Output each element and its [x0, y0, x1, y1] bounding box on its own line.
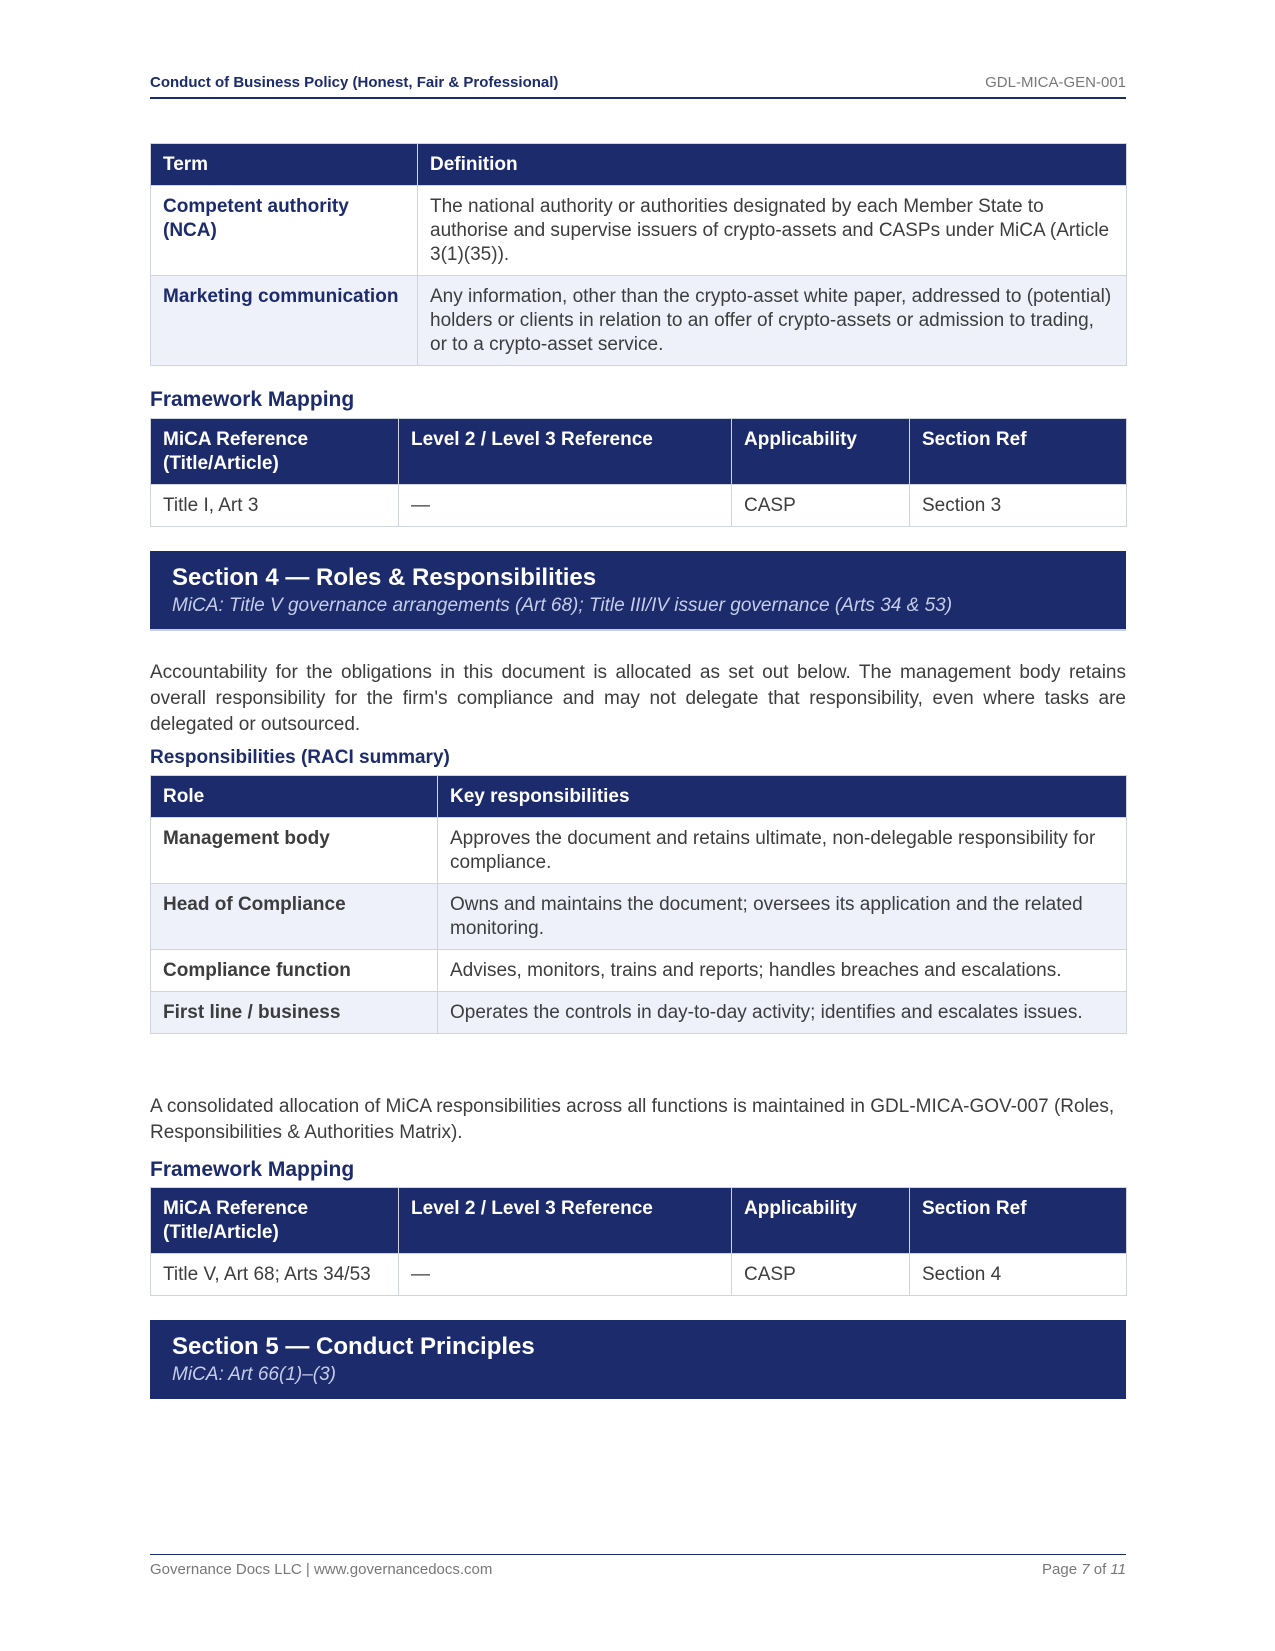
framework-mapping-heading: Framework Mapping — [150, 1158, 355, 1181]
responsibility-cell: Approves the document and retains ultimate, non-delegable responsibility for compliance. — [438, 818, 1127, 884]
mica-reference-cell: Title I, Art 3 — [151, 485, 399, 527]
footer-company: Governance Docs LLC | www.governancedocs.com — [150, 1561, 493, 1578]
table-row — [151, 186, 1127, 276]
column-header-key-responsibilities: Key responsibilities — [438, 776, 1127, 818]
table-row — [151, 884, 1127, 950]
table-header-row — [151, 419, 1127, 485]
section-4-closing-paragraph: A consolidated allocation of MiCA responsibilities across all functions is maintained in GDL-MICA-GOV-007 (Roles, Responsibilities & Authorities Matrix). — [150, 1096, 1115, 1143]
column-header-level-reference: Level 2 / Level 3 Reference — [399, 419, 732, 485]
page-of-word: of — [1093, 1561, 1107, 1578]
page-footer — [150, 1554, 1126, 1584]
term-cell: Marketing communication — [151, 276, 418, 366]
section-ref-cell: Section 3 — [910, 485, 1127, 527]
framework-mapping-heading: Framework Mapping — [150, 388, 355, 411]
section-4-intro-paragraph: Accountability for the obligations in this document is allocated as set out below. The management body retains overall responsibility for the firm's compliance and may not delegate that responsibility, even where tasks are delegated or outsourced. — [150, 662, 1126, 735]
page-number — [1042, 1561, 1126, 1578]
term-cell: Competent authority (NCA) — [151, 186, 418, 276]
role-cell: Compliance function — [151, 950, 438, 992]
column-header-applicability: Applicability — [732, 419, 910, 485]
column-header-section-ref: Section Ref — [910, 419, 1127, 485]
section-5-banner — [150, 1320, 1126, 1399]
table-row — [151, 818, 1127, 884]
document-page — [150, 0, 1126, 1651]
table-header-row — [151, 776, 1127, 818]
role-cell: Management body — [151, 818, 438, 884]
table-row — [151, 992, 1127, 1034]
responsibility-cell: Advises, monitors, trains and reports; handles breaches and escalations. — [438, 950, 1127, 992]
section-title: Section 5 — Conduct Principles — [172, 1333, 535, 1360]
table-header-row — [151, 144, 1127, 186]
definitions-table — [150, 143, 1127, 366]
level-reference-cell: — — [399, 1254, 732, 1296]
section-subtitle: MiCA: Art 66(1)–(3) — [172, 1364, 336, 1385]
column-header-definition: Definition — [418, 144, 1127, 186]
table-row — [151, 485, 1127, 527]
section-4-banner — [150, 551, 1126, 631]
definition-cell: Any information, other than the crypto-asset white paper, addressed to (potential) holders or clients in relation to an offer of crypto-assets or admission to trading, or to a crypto-asset service. — [418, 276, 1127, 366]
column-header-mica-reference: MiCA Reference (Title/Article) — [151, 419, 399, 485]
role-cell: Head of Compliance — [151, 884, 438, 950]
document-id: GDL-MICA-GEN-001 — [985, 74, 1126, 91]
applicability-cell: CASP — [732, 485, 910, 527]
responsibility-cell: Operates the controls in day-to-day activity; identifies and escalates issues. — [438, 992, 1127, 1034]
page-current: 7 — [1081, 1561, 1090, 1578]
mica-reference-cell: Title V, Art 68; Arts 34/53 — [151, 1254, 399, 1296]
table-row — [151, 1254, 1127, 1296]
level-reference-cell: — — [399, 485, 732, 527]
running-header — [150, 74, 1126, 99]
framework-mapping-table — [150, 418, 1127, 527]
raci-heading: Responsibilities (RACI summary) — [150, 747, 450, 768]
raci-table — [150, 775, 1127, 1034]
section-ref-cell: Section 4 — [910, 1254, 1127, 1296]
column-header-applicability: Applicability — [732, 1188, 910, 1254]
page-word: Page — [1042, 1561, 1078, 1578]
applicability-cell: CASP — [732, 1254, 910, 1296]
table-row — [151, 950, 1127, 992]
table-row — [151, 276, 1127, 366]
section-subtitle: MiCA: Title V governance arrangements (Art 68); Title III/IV issuer governance (Arts 34 & 53) — [172, 595, 953, 616]
definition-cell: The national authority or authorities designated by each Member State to authorise and supervise issuers of crypto-assets and CASPs under MiCA (Article 3(1)(35)). — [418, 186, 1127, 276]
page-total: 11 — [1110, 1561, 1126, 1578]
column-header-mica-reference: MiCA Reference (Title/Article) — [151, 1188, 399, 1254]
document-title: Conduct of Business Policy (Honest, Fair & Professional) — [150, 74, 559, 91]
column-header-role: Role — [151, 776, 438, 818]
column-header-level-reference: Level 2 / Level 3 Reference — [399, 1188, 732, 1254]
column-header-term: Term — [151, 144, 418, 186]
responsibility-cell: Owns and maintains the document; oversees its application and the related monitoring. — [438, 884, 1127, 950]
framework-mapping-table — [150, 1187, 1127, 1296]
column-header-section-ref: Section Ref — [910, 1188, 1127, 1254]
section-title: Section 4 — Roles & Responsibilities — [172, 564, 597, 591]
role-cell: First line / business — [151, 992, 438, 1034]
table-header-row — [151, 1188, 1127, 1254]
